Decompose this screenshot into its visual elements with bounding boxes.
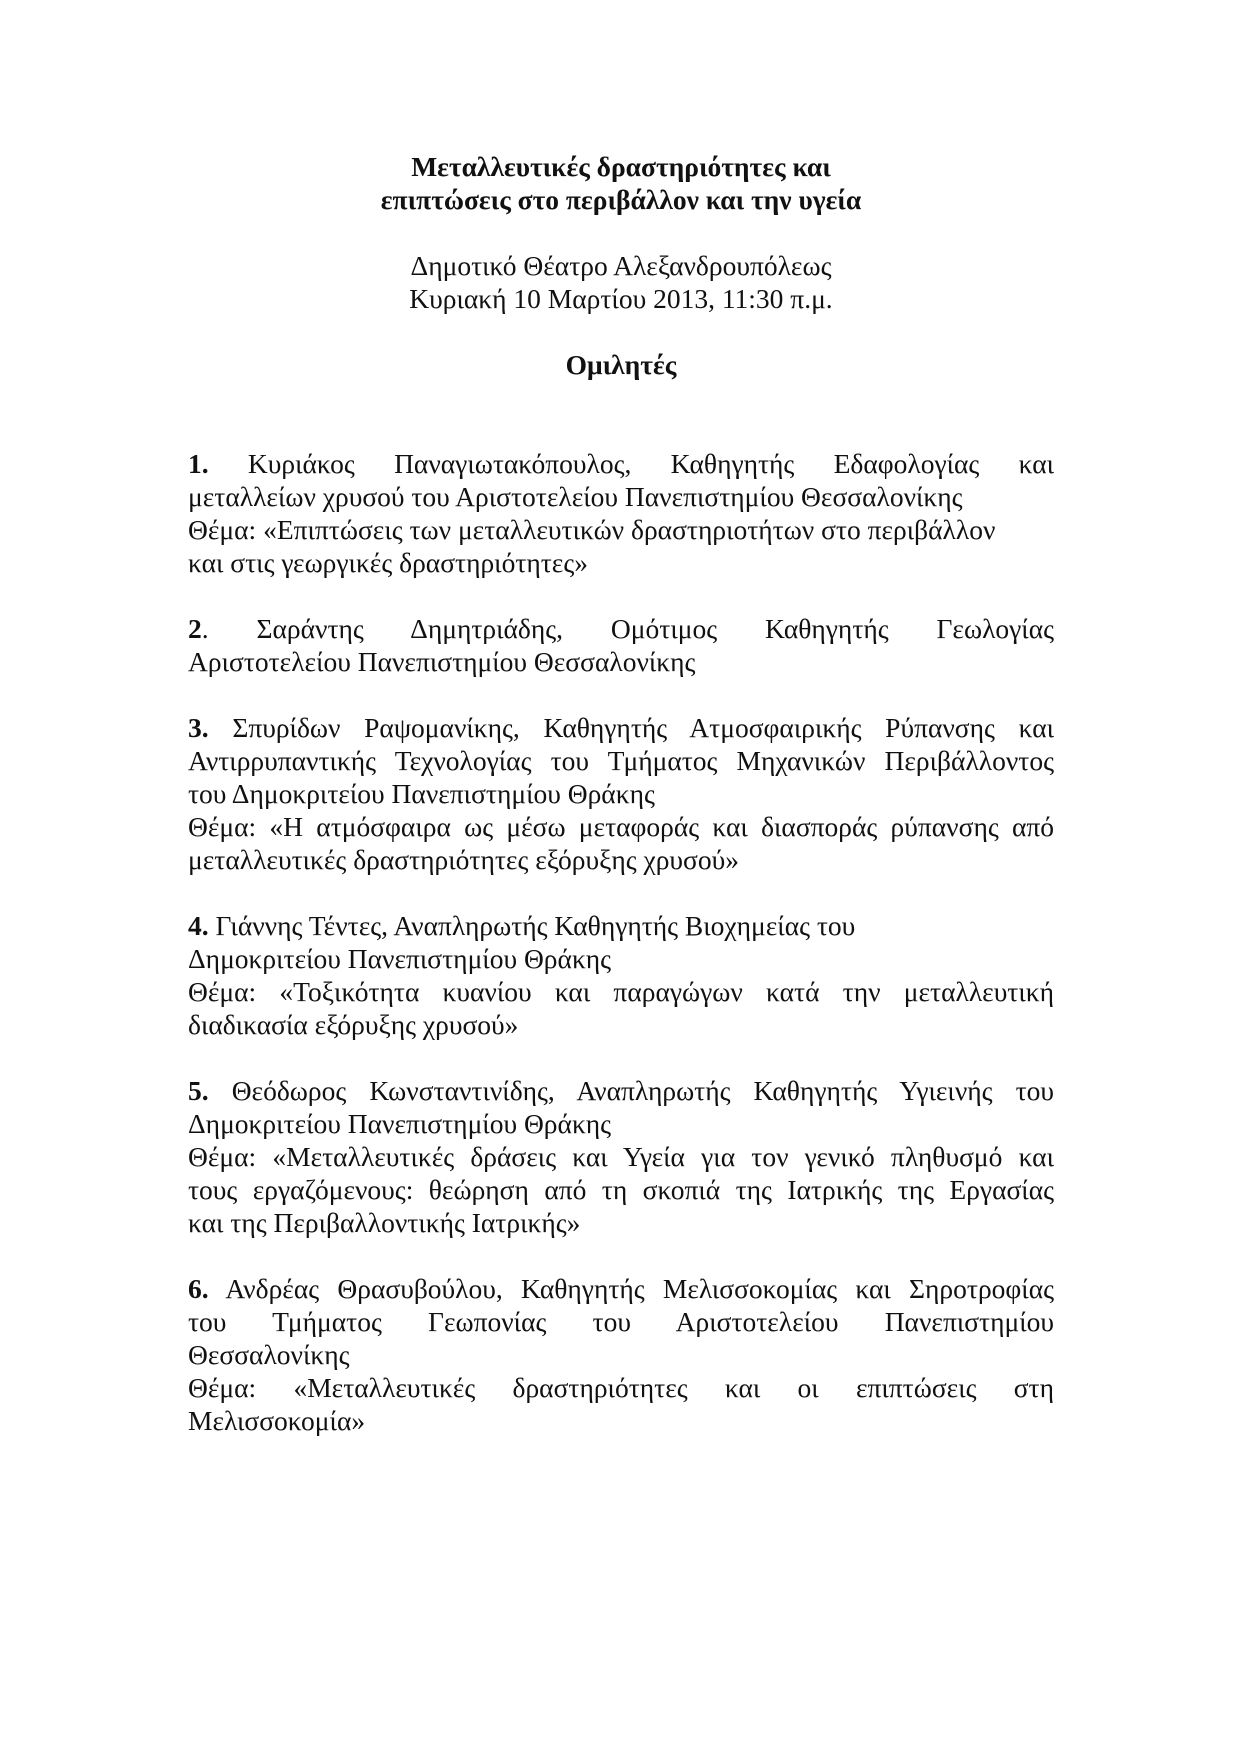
speaker-line: Αντιρρυπαντικής Τεχνολογίας του Τμήματος Μηχανικών Περιβάλλοντος xyxy=(188,745,1054,776)
speaker-line: Θεόδωρος Κωνσταντινίδης, Αναπληρωτής Καθηγητής Υγιεινής του xyxy=(231,1075,1054,1106)
speaker-number: 1. xyxy=(188,448,209,479)
speaker-item xyxy=(188,711,1054,876)
document-title xyxy=(188,150,1054,216)
event-venue: Δημοτικό Θέατρο Αλεξανδρουπόλεως xyxy=(410,250,832,281)
document-page xyxy=(188,150,1054,1470)
speaker-line: και της Περιβαλλοντικής Ιατρικής» xyxy=(188,1207,581,1238)
speaker-line: Αριστοτελείου Πανεπιστημίου Θεσσαλονίκης xyxy=(188,646,696,677)
speaker-number: 3. xyxy=(188,712,209,743)
title-line-1: Μεταλλευτικές δραστηριότητες και xyxy=(411,151,831,182)
speaker-line: Γιάννης Τέντες, Αναπληρωτής Καθηγητής Βιοχημείας του xyxy=(215,910,856,941)
speaker-line: του Τμήματος Γεωπονίας του Αριστοτελείου Πανεπιστημίου xyxy=(188,1306,1054,1337)
speaker-number: 2 xyxy=(188,613,202,644)
speaker-line: τους εργαζόμενους: θεώρηση από τη σκοπιά της Ιατρικής της Εργασίας xyxy=(188,1174,1054,1205)
speaker-number: 4. xyxy=(188,910,209,941)
speaker-line: . Σαράντης Δημητριάδης, Ομότιμος Καθηγητής Γεωλογίας xyxy=(201,613,1054,644)
speaker-line: Δημοκριτείου Πανεπιστημίου Θράκης xyxy=(188,943,612,974)
speaker-line: Θέμα: «Επιπτώσεις των μεταλλευτικών δραστηριοτήτων στο περιβάλλον xyxy=(188,514,996,545)
speaker-line: Θέμα: «Η ατμόσφαιρα ως μέσω μεταφοράς και διασποράς ρύπανσης από xyxy=(188,811,1054,842)
speaker-line: Θέμα: «Τοξικότητα κυανίου και παραγώγων κατά την μεταλλευτική xyxy=(188,976,1054,1007)
speaker-line: Μελισσοκομία» xyxy=(188,1405,366,1436)
speaker-line: και στις γεωργικές δραστηριότητες» xyxy=(188,547,588,578)
speaker-item xyxy=(188,447,1054,579)
speaker-line: Ανδρέας Θρασυβούλου, Καθηγητής Μελισσοκομίας και Σηροτροφίας xyxy=(225,1273,1054,1304)
speaker-line: Θέμα: «Μεταλλευτικές δραστηριότητες και οι επιπτώσεις στη xyxy=(188,1372,1054,1403)
speaker-item xyxy=(188,909,1054,1041)
speaker-line: μεταλλείων χρυσού του Αριστοτελείου Πανεπιστημίου Θεσσαλονίκης xyxy=(188,481,963,512)
speaker-line: Θέμα: «Μεταλλευτικές δράσεις και Υγεία για τον γενικό πληθυσμό και xyxy=(188,1141,1054,1172)
speaker-line: Κυριάκος Παναγιωτακόπουλος, Καθηγητής Εδαφολογίας και xyxy=(247,448,1054,479)
speaker-line: μεταλλευτικές δραστηριότητες εξόρυξης χρυσού» xyxy=(188,844,739,875)
speaker-line: διαδικασία εξόρυξης χρυσού» xyxy=(188,1009,519,1040)
speaker-line: Θεσσαλονίκης xyxy=(188,1339,350,1370)
speaker-item xyxy=(188,1074,1054,1239)
speaker-line: του Δημοκριτείου Πανεπιστημίου Θράκης xyxy=(188,778,655,809)
speaker-list xyxy=(188,447,1054,1437)
speaker-item xyxy=(188,1272,1054,1437)
event-date: Κυριακή 10 Μαρτίου 2013, 11:30 π.μ. xyxy=(409,283,833,314)
speaker-line: Δημοκριτείου Πανεπιστημίου Θράκης xyxy=(188,1108,612,1139)
speakers-heading: Ομιλητές xyxy=(565,349,677,380)
speaker-item xyxy=(188,612,1054,678)
speaker-number: 5. xyxy=(188,1075,209,1106)
event-details xyxy=(188,249,1054,315)
title-line-2: επιπτώσεις στο περιβάλλον και την υγεία xyxy=(380,184,862,215)
speaker-line: Σπυρίδων Ραψομανίκης, Καθηγητής Ατμοσφαιρικής Ρύπανσης και xyxy=(232,712,1055,743)
speaker-number: 6. xyxy=(188,1273,209,1304)
